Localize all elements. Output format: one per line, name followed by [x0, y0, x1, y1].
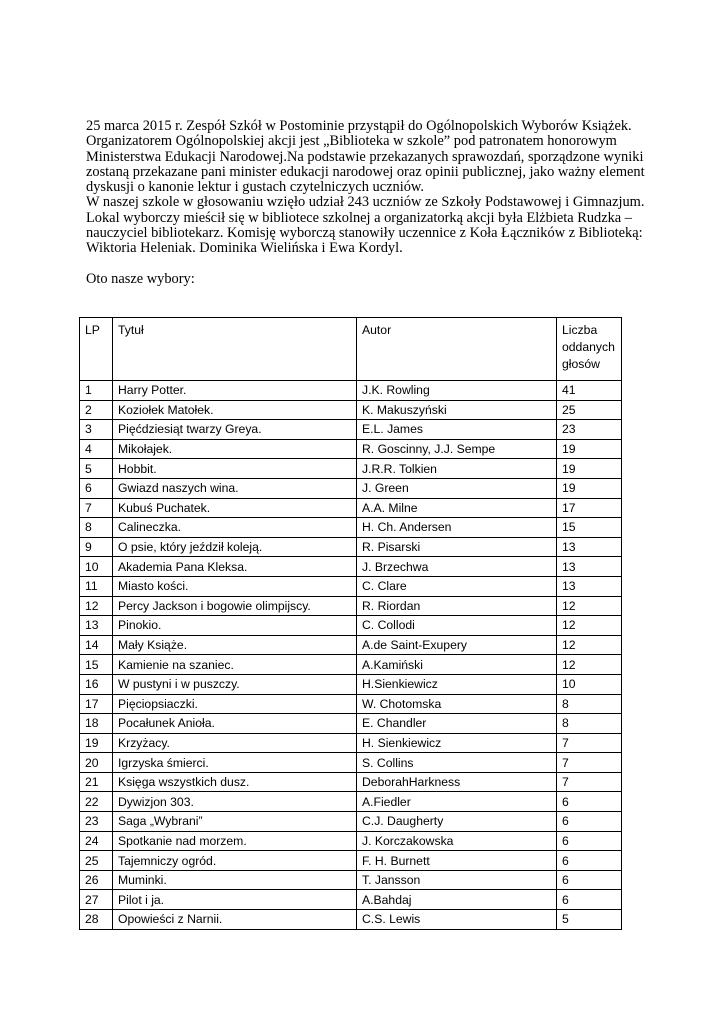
cell-lp: 28 [80, 910, 113, 930]
closing-line: Oto nasze wybory: [86, 270, 195, 287]
cell-votes: 5 [557, 910, 622, 930]
cell-author: A.Kamiński [357, 655, 557, 675]
cell-lp: 8 [80, 518, 113, 538]
cell-votes: 7 [557, 772, 622, 792]
intro-line: dyskusji o kanonie lektur i gustach czytelniczych uczniów. [86, 179, 424, 196]
intro-text [86, 119, 656, 287]
cell-votes: 19 [557, 478, 622, 498]
cell-votes: 7 [557, 733, 622, 753]
cell-votes: 10 [557, 674, 622, 694]
cell-title: Pięćdziesiąt twarzy Greya. [113, 420, 357, 440]
table-row [80, 498, 622, 518]
cell-votes: 6 [557, 851, 622, 871]
cell-title: Calineczka. [113, 518, 357, 538]
cell-author: T. Jansson [357, 870, 557, 890]
cell-votes: 12 [557, 616, 622, 636]
cell-votes: 7 [557, 753, 622, 773]
intro-line: Wiktoria Heleniak. Dominika Wielińska i Ewa Kordyl. [86, 240, 403, 257]
cell-lp: 15 [80, 655, 113, 675]
cell-title: Saga „Wybrani” [113, 812, 357, 832]
cell-author: S. Collins [357, 753, 557, 773]
cell-votes: 15 [557, 518, 622, 538]
cell-lp: 4 [80, 439, 113, 459]
table-row [80, 518, 622, 538]
cell-title: O psie, który jeździł koleją. [113, 537, 357, 557]
table-row [80, 733, 622, 753]
cell-author: C. Collodi [357, 616, 557, 636]
table-row [80, 714, 622, 734]
cell-lp: 25 [80, 851, 113, 871]
cell-author: W. Chotomska [357, 694, 557, 714]
cell-lp: 24 [80, 831, 113, 851]
cell-title: W pustyni i w puszczy. [113, 674, 357, 694]
cell-lp: 27 [80, 890, 113, 910]
cell-votes: 41 [557, 381, 622, 401]
cell-votes: 12 [557, 655, 622, 675]
cell-author: R. Goscinny, J.J. Sempe [357, 439, 557, 459]
table-row [80, 439, 622, 459]
cell-lp: 26 [80, 870, 113, 890]
cell-votes: 12 [557, 596, 622, 616]
cell-author: A.de Saint-Exupery [357, 635, 557, 655]
cell-author: R. Riordan [357, 596, 557, 616]
cell-title: Koziołek Matołek. [113, 400, 357, 420]
cell-votes: 17 [557, 498, 622, 518]
cell-lp: 2 [80, 400, 113, 420]
cell-lp: 14 [80, 635, 113, 655]
cell-title: Pocałunek Anioła. [113, 714, 357, 734]
cell-title: Harry Potter. [113, 381, 357, 401]
cell-votes: 6 [557, 792, 622, 812]
intro-line: Ministerstwa Edukacji Narodowej.Na podstawie przekazanych sprawozdań, sporządzone wyniki [86, 148, 644, 165]
cell-author: H.Sienkiewicz [357, 674, 557, 694]
table-body [80, 381, 622, 930]
cell-lp: 10 [80, 557, 113, 577]
table-row [80, 831, 622, 851]
cell-author: R. Pisarski [357, 537, 557, 557]
cell-title: Miasto kości. [113, 576, 357, 596]
cell-votes: 6 [557, 890, 622, 910]
cell-title: Kubuś Puchatek. [113, 498, 357, 518]
cell-votes: 6 [557, 870, 622, 890]
cell-author: A.Fiedler [357, 792, 557, 812]
cell-votes: 13 [557, 537, 622, 557]
table-row [80, 910, 622, 930]
cell-votes: 8 [557, 694, 622, 714]
intro-line: 25 marca 2015 r. Zespół Szkół w Postominie przystąpił do Ogólnopolskich Wyborów Książek. [86, 118, 632, 134]
cell-title: Pilot i ja. [113, 890, 357, 910]
cell-title: Tajemniczy ogród. [113, 851, 357, 871]
cell-title: Gwiazd naszych wina. [113, 478, 357, 498]
cell-votes: 13 [557, 557, 622, 577]
cell-title: Krzyżacy. [113, 733, 357, 753]
cell-author: J. Korczakowska [357, 831, 557, 851]
table-row [80, 812, 622, 832]
cell-lp: 3 [80, 420, 113, 440]
cell-title: Hobbit. [113, 459, 357, 479]
cell-title: Opowieści z Narnii. [113, 910, 357, 930]
cell-lp: 19 [80, 733, 113, 753]
cell-title: Kamienie na szaniec. [113, 655, 357, 675]
results-table [79, 317, 622, 930]
cell-title: Spotkanie nad morzem. [113, 831, 357, 851]
cell-votes: 13 [557, 576, 622, 596]
cell-lp: 1 [80, 381, 113, 401]
table-row [80, 635, 622, 655]
cell-author: J.R.R. Tolkien [357, 459, 557, 479]
intro-line: Lokal wyborczy mieścił się w bibliotece szkolnej a organizatorką akcji była Elżbieta Rudzka – [86, 209, 632, 226]
cell-title: Percy Jackson i bogowie olimpijscy. [113, 596, 357, 616]
cell-title: Pinokio. [113, 616, 357, 636]
header-votes: Liczba oddanych głosów [557, 318, 622, 381]
cell-author: E.L. James [357, 420, 557, 440]
cell-lp: 16 [80, 674, 113, 694]
table-row [80, 792, 622, 812]
table-row [80, 616, 622, 636]
cell-title: Księga wszystkich dusz. [113, 772, 357, 792]
table-row [80, 772, 622, 792]
table-row [80, 851, 622, 871]
cell-author: E. Chandler [357, 714, 557, 734]
table-row [80, 694, 622, 714]
table-row [80, 655, 622, 675]
cell-lp: 6 [80, 478, 113, 498]
table-row [80, 890, 622, 910]
cell-title: Igrzyska śmierci. [113, 753, 357, 773]
table-row [80, 400, 622, 420]
intro-line: nauczyciel bibliotekarz. Komisję wyborczą stanowiły uczennice z Koła Łączników z Biblioteką: [86, 225, 643, 242]
cell-lp: 7 [80, 498, 113, 518]
cell-title: Mikołajek. [113, 439, 357, 459]
cell-title: Dywizjon 303. [113, 792, 357, 812]
cell-votes: 12 [557, 635, 622, 655]
cell-author: J. Green [357, 478, 557, 498]
cell-votes: 6 [557, 831, 622, 851]
cell-author: H. Ch. Andersen [357, 518, 557, 538]
cell-lp: 21 [80, 772, 113, 792]
cell-votes: 19 [557, 439, 622, 459]
cell-author: J. Brzechwa [357, 557, 557, 577]
cell-author: H. Sienkiewicz [357, 733, 557, 753]
cell-lp: 18 [80, 714, 113, 734]
cell-author: C. Clare [357, 576, 557, 596]
cell-author: K. Makuszyński [357, 400, 557, 420]
table-row [80, 870, 622, 890]
header-lp: LP [80, 318, 113, 381]
paragraph-gap [86, 257, 656, 272]
cell-votes: 25 [557, 400, 622, 420]
cell-lp: 17 [80, 694, 113, 714]
cell-lp: 23 [80, 812, 113, 832]
cell-author: C.J. Daugherty [357, 812, 557, 832]
cell-title: Pięciopsiaczki. [113, 694, 357, 714]
cell-votes: 23 [557, 420, 622, 440]
table-row [80, 753, 622, 773]
cell-author: A.Bahdaj [357, 890, 557, 910]
table-row [80, 596, 622, 616]
cell-votes: 6 [557, 812, 622, 832]
cell-author: J.K. Rowling [357, 381, 557, 401]
table-row [80, 478, 622, 498]
intro-line: Organizatorem Ogólnopolskiej akcji jest „Biblioteka w szkole” pod patronatem honorowym [86, 133, 617, 150]
table-row [80, 381, 622, 401]
table-header-row [80, 318, 622, 381]
header-title: Tytuł [113, 318, 357, 381]
cell-author: DeborahHarkness [357, 772, 557, 792]
cell-title: Akademia Pana Kleksa. [113, 557, 357, 577]
table-row [80, 459, 622, 479]
cell-lp: 9 [80, 537, 113, 557]
table-row [80, 576, 622, 596]
cell-author: A.A. Milne [357, 498, 557, 518]
cell-votes: 19 [557, 459, 622, 479]
cell-title: Mały Książe. [113, 635, 357, 655]
cell-lp: 20 [80, 753, 113, 773]
table-row [80, 674, 622, 694]
intro-line: W naszej szkole w głosowaniu wzięło udział 243 uczniów ze Szkoły Podstawowej i Gimnazjum. [86, 194, 645, 211]
cell-lp: 12 [80, 596, 113, 616]
cell-lp: 22 [80, 792, 113, 812]
cell-lp: 11 [80, 576, 113, 596]
table-row [80, 420, 622, 440]
header-author: Autor [357, 318, 557, 381]
cell-votes: 8 [557, 714, 622, 734]
table-row [80, 557, 622, 577]
cell-lp: 13 [80, 616, 113, 636]
cell-title: Muminki. [113, 870, 357, 890]
intro-line: zostaną przekazane pani minister edukacji narodowej oraz opinii publicznej, jako ważny element [86, 163, 645, 180]
cell-author: F. H. Burnett [357, 851, 557, 871]
cell-lp: 5 [80, 459, 113, 479]
table-row [80, 537, 622, 557]
cell-author: C.S. Lewis [357, 910, 557, 930]
